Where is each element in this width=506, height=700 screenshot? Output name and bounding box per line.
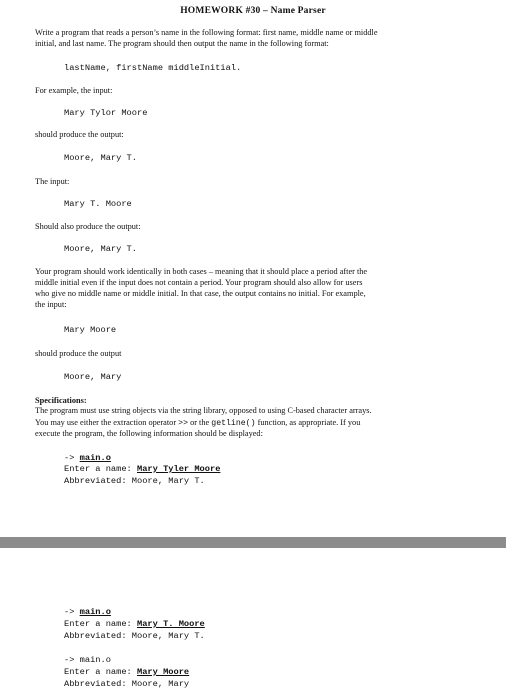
run-2-cmd: main.o <box>79 607 111 617</box>
run-1-abbr-label: Abbreviated: <box>64 476 132 486</box>
intro-line-1: Write a program that reads a person’s name in the following format: first name, middle name or middle <box>35 28 378 37</box>
run-3-abbr-label: Abbreviated: <box>64 679 132 689</box>
run-1-enter-line <box>64 464 220 475</box>
example-input-2: Mary T. Moore <box>64 199 132 209</box>
run-3-prompt: -> <box>64 655 80 665</box>
example-label: For example, the input: <box>35 86 113 95</box>
run-3-cmd: main.o <box>79 655 111 665</box>
run-2-abbr-label: Abbreviated: <box>64 631 132 641</box>
run-3-enter-value: Mary Moore <box>137 667 190 677</box>
run-1-enter-value: Mary Tyler Moore <box>137 464 221 474</box>
run-1-abbr-value: Moore, Mary T. <box>131 476 205 486</box>
run-3-enter-line <box>64 667 189 678</box>
intro-line-2: initial, and last name. The program should then output the name in the following format: <box>35 39 329 48</box>
extraction-operator: >> <box>178 419 188 428</box>
example-output-1: Moore, Mary T. <box>64 153 137 163</box>
run-3-abbr-line <box>64 679 189 690</box>
paragraph-line-2: middle initial even if the input does not contain a period. Your program should also allow for users <box>35 278 363 287</box>
input-label-2: The input: <box>35 177 70 186</box>
spec-line-1: The program must use string objects via the string library, opposed to using C-based character arrays. <box>35 406 372 415</box>
run-3-enter-label: Enter a name: <box>64 667 137 677</box>
run-1-abbr-line <box>64 476 205 487</box>
run-2-abbr-line <box>64 631 205 642</box>
example-input-3: Mary Moore <box>64 325 117 335</box>
output-label-2: Should also produce the output: <box>35 222 141 231</box>
run-3-abbr-value: Moore, Mary <box>131 679 190 689</box>
run-1-command <box>64 453 111 464</box>
spec-line-2b: or the <box>188 418 212 427</box>
spec-line-2 <box>35 418 465 429</box>
output-label-3: should produce the output <box>35 349 122 358</box>
paragraph-line-1: Your program should work identically in both cases – meaning that it should place a period after the <box>35 267 368 276</box>
specifications-heading: Specifications: <box>35 396 87 405</box>
run-2-prompt: -> <box>64 607 80 617</box>
run-2-command <box>64 607 111 618</box>
spec-line-2a: You may use either the extraction operator <box>35 418 179 427</box>
paragraph-line-3: who give no middle name or middle initial. In that case, the output contains no initial. For example, <box>35 289 366 298</box>
page-title: HOMEWORK #30 – Name Parser <box>180 6 326 16</box>
run-2-enter-label: Enter a name: <box>64 619 137 629</box>
example-output-2: Moore, Mary T. <box>64 244 137 254</box>
page-divider <box>0 537 506 548</box>
spec-line-2c: function, as appropriate. If you <box>255 418 361 427</box>
run-1-cmd: main.o <box>79 453 111 463</box>
example-input-1: Mary Tylor Moore <box>64 108 148 118</box>
paragraph-line-4: the input: <box>35 300 67 309</box>
run-2-enter-value: Mary T. Moore <box>137 619 205 629</box>
format-line: lastName, firstName middleInitial. <box>64 63 242 73</box>
spec-line-3: execute the program, the following information should be displayed: <box>35 429 263 438</box>
example-output-3: Moore, Mary <box>64 372 122 382</box>
run-1-enter-label: Enter a name: <box>64 464 137 474</box>
run-2-enter-line <box>64 619 205 630</box>
run-2-abbr-value: Moore, Mary T. <box>131 631 205 641</box>
run-3-command <box>64 655 111 666</box>
run-1-prompt: -> <box>64 453 80 463</box>
output-label-1: should produce the output: <box>35 130 124 139</box>
getline-function: getline() <box>211 419 256 428</box>
